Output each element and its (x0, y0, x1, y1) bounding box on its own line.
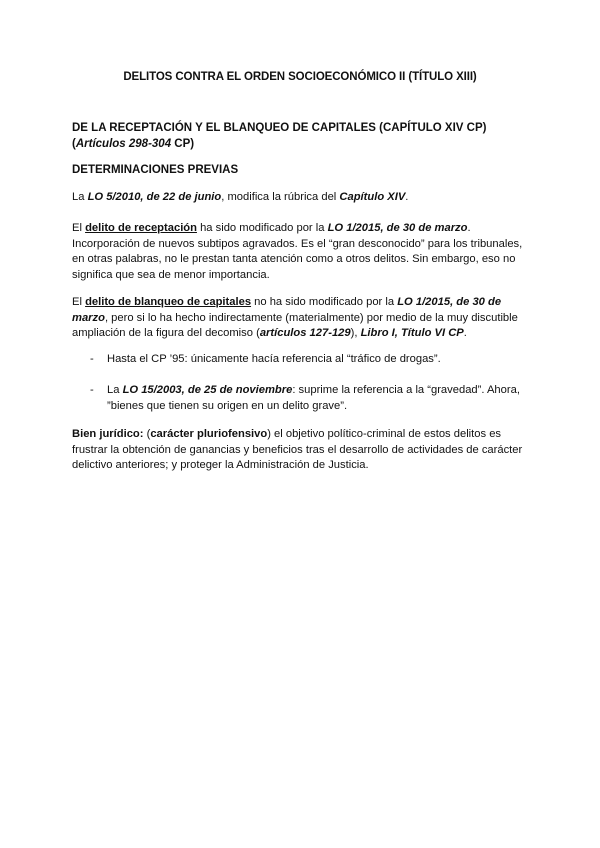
p2-law-ref: LO 1/2015, de 30 de marzo (327, 222, 468, 234)
p3-text-1: El (72, 296, 86, 308)
paragraph-2 (72, 221, 532, 283)
subheading-open: ( (72, 137, 76, 150)
li2-law-ref: LO 15/2003, de 25 de noviembre (122, 384, 293, 396)
li2-text-1: La (107, 384, 123, 396)
list-item-text (107, 352, 530, 368)
p3-law-ref: LO 1/2015, de 30 de marzo (72, 296, 502, 324)
p1-text-3: . (405, 191, 409, 203)
p1-text-2: , modifica la rúbrica del (221, 191, 340, 203)
paragraph-1 (72, 190, 532, 206)
p1-text-1: La (72, 191, 88, 203)
li1-text: Hasta el CP ’95: únicamente hacía referencia al “tráfico de drogas”. (107, 353, 441, 365)
p1-law-ref: LO 5/2010, de 22 de junio (87, 191, 222, 203)
p4-text-2: ) el objetivo político-criminal de estos delitos es frustrar la obtención de ganancias y beneficios tras el desarrollo de actividades de carácter delictivo anteriores; y proteger la Administración de Justicia. (72, 428, 523, 471)
p3-text-5: . (463, 327, 467, 339)
p1-chapter-ref: Capítulo XIV (339, 191, 406, 203)
section-heading (72, 121, 532, 152)
list-dash: - (90, 353, 94, 365)
section-subheading (72, 137, 532, 153)
subsection-title: DETERMINACIONES PREVIAS (72, 164, 239, 176)
p2-text-1: El (72, 222, 86, 234)
li2-text-2: : suprime la referencia a la “gravedad”. Ahora, ”bienes que tienen su origen en un delito grave”. (107, 384, 520, 412)
p3-text-4: ), (350, 327, 361, 339)
p3-book-ref: Libro I, Título VI CP (360, 327, 464, 339)
paragraph-3 (72, 295, 532, 342)
p4-label: Bien jurídico: (72, 428, 144, 440)
p3-text-2: no ha sido modificado por la (251, 296, 398, 308)
p3-text-3: , pero si lo ha hecho indirectamente (materialmente) por medio de la muy discutible ampliación de la figura del decomiso ( (72, 311, 518, 339)
list-dash: - (90, 384, 94, 396)
p3-term: delito de blanqueo de capitales (85, 296, 252, 308)
p4-term: carácter pluriofensivo (150, 428, 268, 440)
p3-articles-ref: artículos 127-129 (259, 327, 351, 339)
document-title: DELITOS CONTRA EL ORDEN SOCIOECONÓMICO II (TÍTULO XIII) (123, 71, 477, 83)
paragraph-4 (72, 427, 532, 474)
subheading-articles: Artículos 298-304 (75, 137, 172, 150)
subheading-rest: CP) (171, 137, 195, 150)
p2-text-2: ha sido modificado por la (196, 222, 328, 234)
p4-text-1: ( (143, 428, 151, 440)
p2-term: delito de receptación (85, 222, 197, 234)
section-heading-line: DE LA RECEPTACIÓN Y EL BLANQUEO DE CAPITALES (CAPÍTULO XIV CP) (72, 122, 487, 134)
p2-text-3: . Incorporación de nuevos subtipos agravados. Es el “gran desconocido” para los tribunales, en otras palabras, no le prestan tanta atención como a otros delitos. Sin embargo, eso no significa que sea de menor importancia. (72, 222, 523, 281)
list-item-text (107, 383, 530, 414)
